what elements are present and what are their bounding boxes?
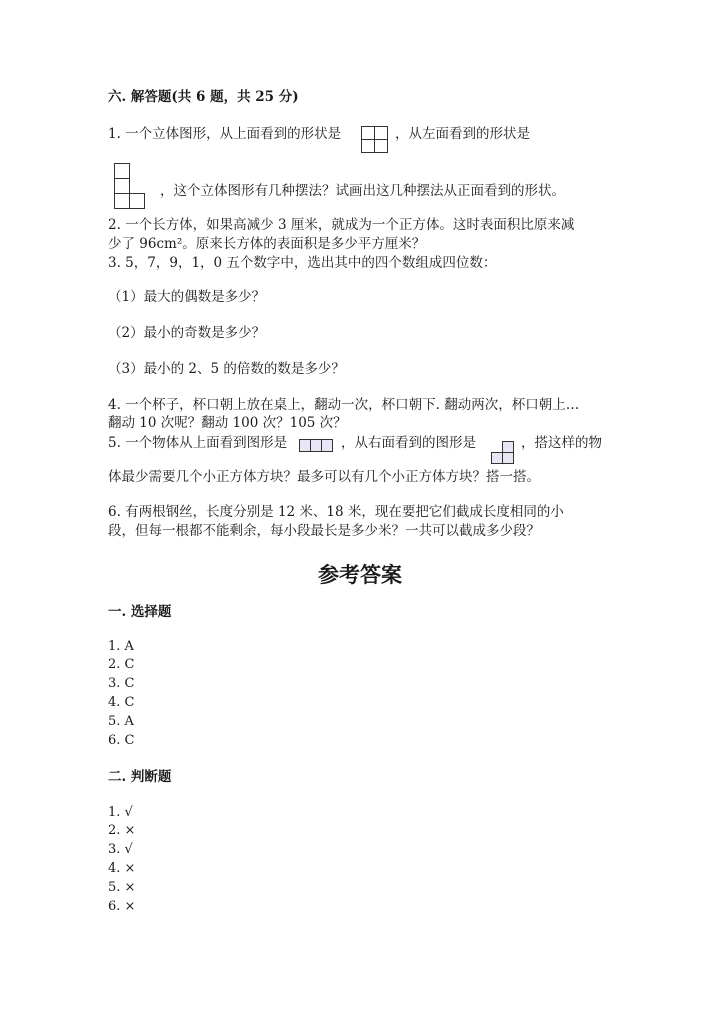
question-2-line-1: 2. 一个长方体，如果高减少 3 厘米，就成为一个正方体。这时表面积比原来减	[108, 217, 575, 233]
choice-answer-6: 6. C	[108, 733, 135, 748]
judge-answer-3: 3. √	[108, 842, 133, 857]
right-view-l-shape-icon	[491, 441, 515, 465]
question-1-part-c: ，这个立体图形有几种摆法？试画出这几种摆法从正面看到的形状。	[160, 183, 565, 199]
question-2-line-2: 少了 96cm²。原来长方体的表面积是多少平方厘米？	[108, 236, 426, 252]
choice-answer-1: 1. A	[108, 639, 134, 654]
choice-answer-5: 5. A	[108, 714, 134, 729]
question-3-stem: 3. 5，7，9，1，0 五个数字中，选出其中的四个数组成四位数：	[108, 255, 497, 271]
question-5-part-c: ，搭这样的物	[521, 435, 602, 451]
question-6-line-1: 6. 有两根钢丝，长度分别是 12 米、18 米，现在要把它们截成长度相同的小	[108, 504, 564, 520]
choice-answer-3: 3. C	[108, 676, 135, 691]
question-4-line-2: 翻动 10 次呢？翻动 100 次？105 次？	[108, 415, 347, 431]
choice-heading: 一. 选择题	[108, 604, 172, 620]
left-view-l-shape-icon	[114, 163, 148, 209]
judge-answer-2: 2. ×	[108, 823, 136, 838]
question-1-part-a: 1. 一个立体图形，从上面看到的形状是	[108, 126, 342, 142]
top-view-row-icon	[299, 439, 335, 453]
judge-answer-6: 6. ×	[108, 899, 136, 914]
top-view-grid-icon	[361, 126, 389, 154]
choice-answer-2: 2. C	[108, 657, 135, 672]
question-5-part-a: 5. 一个物体从上面看到图形是	[108, 435, 288, 451]
question-3-sub-3: （3）最小的 2、5 的倍数的数是多少？	[108, 361, 345, 377]
question-5-line-2: 体最少需要几个小正方体方块？最多可以有几个小正方体方块？搭一搭。	[108, 469, 540, 485]
question-4-line-1: 4. 一个杯子，杯口朝上放在桌上，翻动一次，杯口朝下. 翻动两次，杯口朝上…	[108, 397, 580, 413]
judge-answer-4: 4. ×	[108, 861, 136, 876]
choice-answer-4: 4. C	[108, 695, 135, 710]
judge-answer-1: 1. √	[108, 805, 133, 820]
section-heading: 六. 解答题(共 6 题，共 25 分)	[108, 89, 299, 105]
question-6-line-2: 段，但每一根都不能剩余，每小段最长是多少米？一共可以截成多少段？	[108, 523, 540, 539]
judge-heading: 二. 判断题	[108, 769, 172, 785]
answers-title: 参考答案	[318, 562, 402, 587]
judge-answer-5: 5. ×	[108, 880, 136, 895]
question-5-part-b: ，从右面看到的图形是	[341, 435, 476, 451]
question-3-sub-1: （1）最大的偶数是多少？	[108, 289, 266, 305]
question-3-sub-2: （2）最小的奇数是多少？	[108, 325, 266, 341]
question-1-part-b: ，从左面看到的形状是	[395, 126, 530, 142]
